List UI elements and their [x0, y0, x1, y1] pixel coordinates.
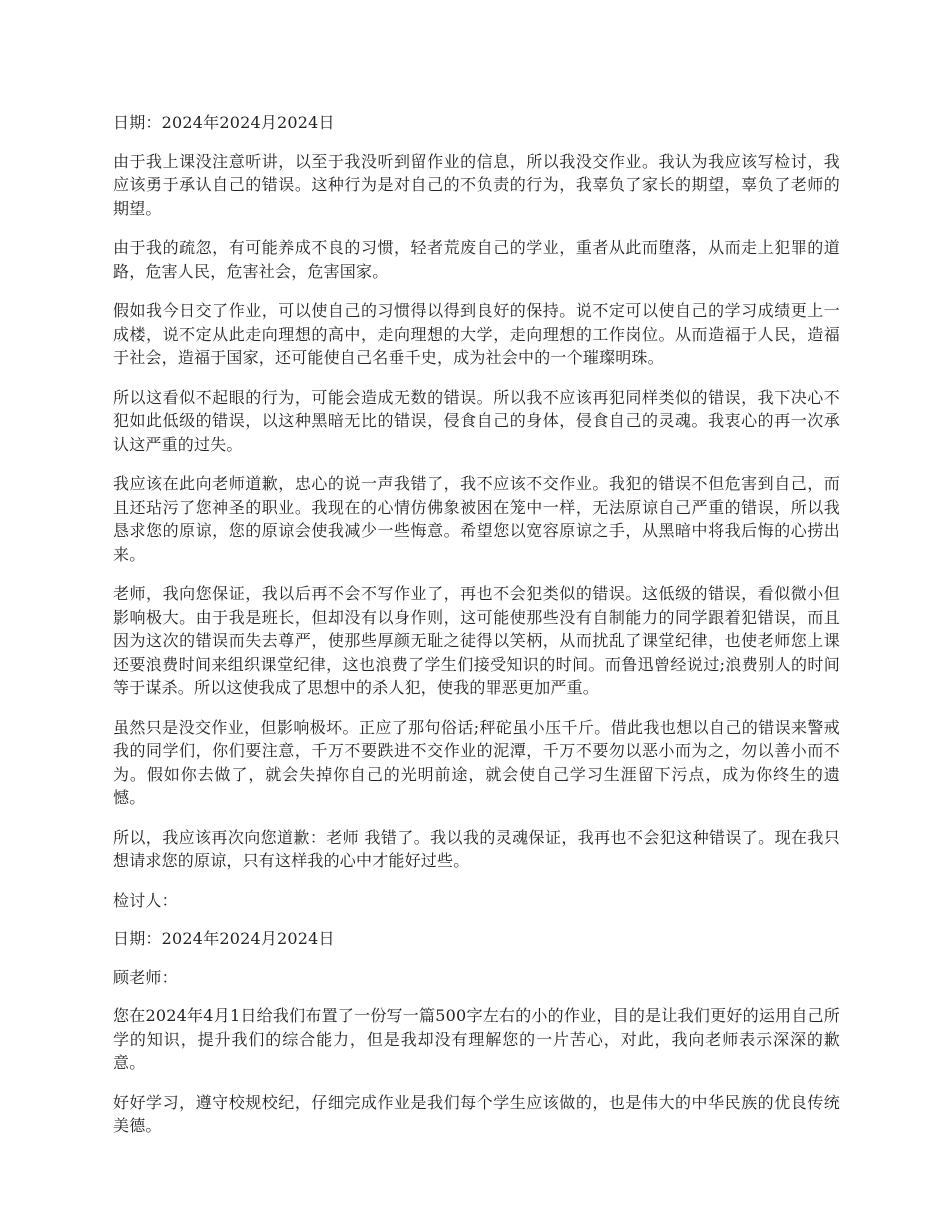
date-line: 日期：2024年2024月2024日 [113, 929, 335, 948]
paragraph: 您在2024年4月1日给我们布置了一份写一篇500字左右的小的作业，目的是让我们更好的运用自己所学的知识，提升我们的综合能力，但是我却没有理解您的一片苦心，对此，我向老师表示深深的歉意。 [113, 1006, 840, 1072]
document-page [113, 111, 840, 1154]
paragraph: 由于我上课没注意听讲，以至于我没听到留作业的信息，所以我没交作业。我认为我应该写检讨，我应该勇于承认自己的错误。这种行为是对自己的不负责的行为，我辜负了家长的期望，辜负了老师的期望。 [113, 151, 840, 218]
paragraph: 我应该在此向老师道歉，忠心的说一声我错了，我不应该不交作业。我犯的错误不但危害到自己，而且还玷污了您神圣的职业。我现在的心情仿佛象被困在笼中一样，无法原谅自己严重的错误，所以我恳求您的原谅，您的原谅会使我减少一些悔意。希望您以宽容原谅之手，从黑暗中将我后悔的心捞出来。 [113, 474, 840, 564]
paragraph: 所以，我应该再次向您道歉：老师 我错了。我以我的灵魂保证，我再也不会犯这种错误了。现在我只想请求您的原谅，只有这样我的心中才能好过些。 [113, 827, 840, 870]
paragraph: 由于我的疏忽，有可能养成不良的习惯，轻者荒废自己的学业，重者从此而堕落，从而走上犯罪的道路，危害人民，危害社会，危害国家。 [113, 238, 840, 281]
paragraph: 所以这看似不起眼的行为，可能会造成无数的错误。所以我不应该再犯同样类似的错误，我下决心不犯如此低级的错误，以这种黑暗无比的错误，侵食自己的身体，侵食自己的灵魂。我衷心的再一次承认这严重的过失。 [113, 387, 840, 454]
salutation: 顾老师： [113, 967, 178, 987]
signer-label: 检讨人： [113, 890, 178, 910]
date-line: 日期：2024年2024月2024日 [113, 113, 335, 132]
paragraph: 虽然只是没交作业，但影响极坏。正应了那句俗话;秤砣虽小压千斤。借此我也想以自己的错误来警戒我的同学们，你们要注意，千万不要跌进不交作业的泥潭，千万不要勿以恶小而为之，勿以善小而不为。假如你去做了，就会失掉你自己的光明前途，就会使自己学习生涯留下污点，成为你终生的遗憾。 [113, 717, 840, 807]
paragraph: 好好学习，遵守校规校纪，仔细完成作业是我们每个学生应该做的，也是伟大的中华民族的优良传统美德。 [113, 1092, 840, 1135]
paragraph: 假如我今日交了作业，可以使自己的习惯得以得到良好的保持。说不定可以使自己的学习成绩更上一成楼，说不定从此走向理想的高中，走向理想的大学，走向理想的工作岗位。从而造福于人民，造福于社会，造福于国家，还可能使自己名垂千史，成为社会中的一个璀璨明珠。 [113, 301, 840, 367]
paragraph: 老师，我向您保证，我以后再不会不写作业了，再也不会犯类似的错误。这低级的错误，看似微小但影响极大。由于我是班长，但却没有以身作则，这可能使那些没有自制能力的同学跟着犯错误，而且因为这次的错误而失去尊严，使那些厚颜无耻之徒得以笑柄，从而扰乱了课堂纪律，也使老师您上课还要浪费时间来组织课堂纪律，这也浪费了学生们接受知识的时间。而鲁迅曾经说过;浪费别人的时间等于谋杀。所以这使我成了思想中的杀人犯，使我的罪恶更加严重。 [113, 584, 840, 697]
